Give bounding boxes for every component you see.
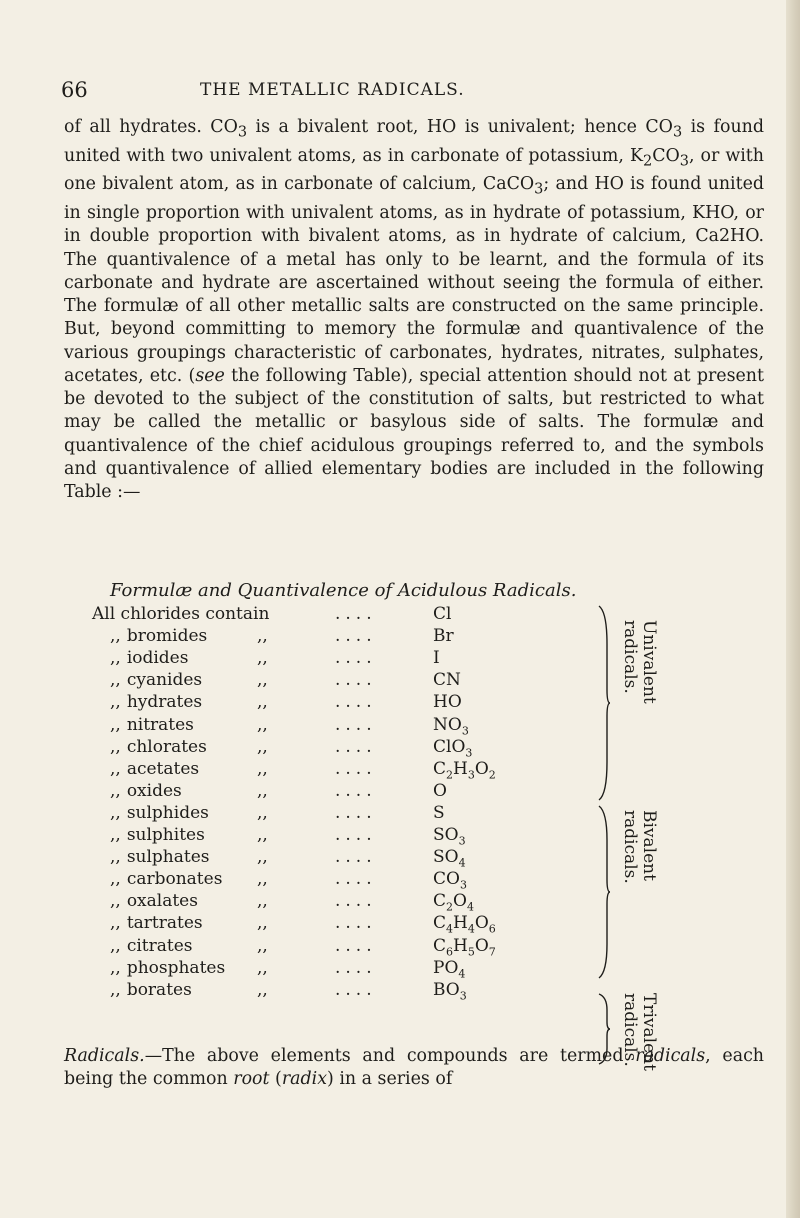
ditto-mark: ,, [257,957,268,978]
radical-formula: Br [433,626,454,647]
ditto-mark: ,, [257,648,268,669]
radical-formula: I [433,648,440,669]
leader-dots: .... [335,758,377,779]
salt-class-label: ,, cyanides [110,670,203,691]
ditto-mark: ,, [257,780,268,801]
running-title: THE METALLIC RADICALS. [200,80,465,100]
radical-formula: $BO_3$ [433,979,467,1003]
leader-dots: .... [335,714,377,735]
leader-dots: .... [335,935,377,956]
ditto-mark: ,, [257,913,268,934]
ditto-mark: ,, [257,670,268,691]
ditto-mark: ,, [257,692,268,713]
salt-class-label: ,, citrates [110,935,193,956]
radical-formula: $C_6H_5O_7$ [433,935,496,958]
leader-dots: .... [335,869,377,890]
salt-class-label: ,, sulphites [110,825,205,845]
ditto-mark: ,, [257,714,268,735]
body-paragraph: of all hydrates. $CO_3$ is a bivalent root, HO is univalent; hence $CO_3$ is found united with two univalent atoms, as in carbonate of potassium, $K_2CO_3$, or with one bivalent atom, as in carbonate of calcium, CaCO$_3$; and HO is found united in single proportion with univalent atoms, as in hydrate of potassium, KHO, or in double proportion with bivalent atoms, as in hydrate of calcium, Ca2HO. The quantivalence of a metal has only to be learnt, and the formula of its carbonate and hydrate are ascertained without seeing the formula of either. The formulæ of all other metallic salts are constructed on the same principle. But, beyond committing to memory the formulæ and quantivalence of the various groupings characteristic of carbonates, hydrates, nitrates, sulphates, acetates, etc. (see the following Table), special attention should not at present be devoted to the subject of the constitution of salts, but restricted to what may be called the metallic or basylous side of salts. The formulæ and quantivalence of the chief acidulous groupings referred to, and the symbols and quantivalence of allied elementary bodies are included in the following Table :— [64,117,764,503]
ditto-mark: ,, [257,891,268,912]
ditto-mark: ,, [257,979,268,1000]
salt-class-label: ,, tartrates [110,913,203,934]
ditto-mark: ,, [257,626,268,647]
leader-dots: .... [335,825,377,845]
salt-class-label: ,, borates [110,979,192,1000]
radical-formula: Cl [433,604,452,624]
radical-formula: $SO_3$ [433,825,466,848]
radical-formula: $PO_4$ [433,957,466,980]
salt-class-label: All chlorides contain [92,604,270,624]
radical-formula: $CO_3$ [433,869,467,892]
radical-formula: $C_2O_4$ [433,891,474,914]
leader-dots: .... [335,670,377,691]
radical-formula: $SO_4$ [433,847,466,870]
salt-class-label: ,, bromides [110,626,208,647]
ditto-mark: ,, [257,802,268,823]
table-caption: Formulæ and Quantivalence of Acidulous Radicals. [110,580,577,601]
salt-class-label: ,, chlorates [110,736,207,757]
leader-dots: .... [335,957,377,978]
salt-class-label: ,, phosphates [110,957,226,978]
ditto-mark: ,, [257,847,268,868]
leader-dots: .... [335,913,377,934]
ditto-mark: ,, [257,825,268,845]
ditto-mark: ,, [257,935,268,956]
salt-class-label: ,, iodides [110,648,189,669]
radical-formula: CN [433,670,461,691]
radical-formula: $NO_3$ [433,714,469,737]
radical-formula: HO [433,692,462,713]
univalent-brace [597,604,611,802]
salt-class-label: ,, sulphides [110,802,209,823]
ditto-mark: ,, [257,736,268,757]
salt-class-label: ,, oxalates [110,891,198,912]
leader-dots: .... [335,979,377,1000]
leader-dots: .... [335,780,377,801]
leader-dots: .... [335,692,377,713]
leader-dots: .... [335,847,377,868]
salt-class-label: ,, acetates [110,758,200,779]
radical-formula: ClO$_3$ [433,736,473,759]
ditto-mark: ,, [257,758,268,779]
bivalent-label: Bivalent radicals. [620,810,659,884]
trivalent-label: Trivalent radicals. [620,993,659,1071]
salt-class-label: ,, sulphates [110,847,210,868]
radical-formula: O [433,780,447,801]
radical-formula: $C_2H_3O_2$ [433,758,496,782]
closing-paragraph: Radicals.—The above elements and compounds are termed radicals, each being the common root (radix) in a series of [64,1046,765,1089]
salt-class-label: ,, oxides [110,780,182,801]
leader-dots: .... [335,604,377,624]
bivalent-brace [597,804,611,980]
leader-dots: .... [335,891,377,912]
leader-dots: .... [335,626,377,647]
page-number: 66 [61,78,88,102]
ditto-mark: ,, [257,869,268,890]
univalent-label: Univalent radicals. [620,620,659,704]
radical-formula: $C_4H_4O_6$ [433,913,496,936]
leader-dots: .... [335,802,377,823]
salt-class-label: ,, carbonates [110,869,223,890]
radical-formula: S [433,802,445,823]
salt-class-label: ,, nitrates [110,714,194,735]
book-spine-shadow [786,0,800,1218]
leader-dots: .... [335,648,377,669]
leader-dots: .... [335,736,377,757]
salt-class-label: ,, hydrates [110,692,203,713]
